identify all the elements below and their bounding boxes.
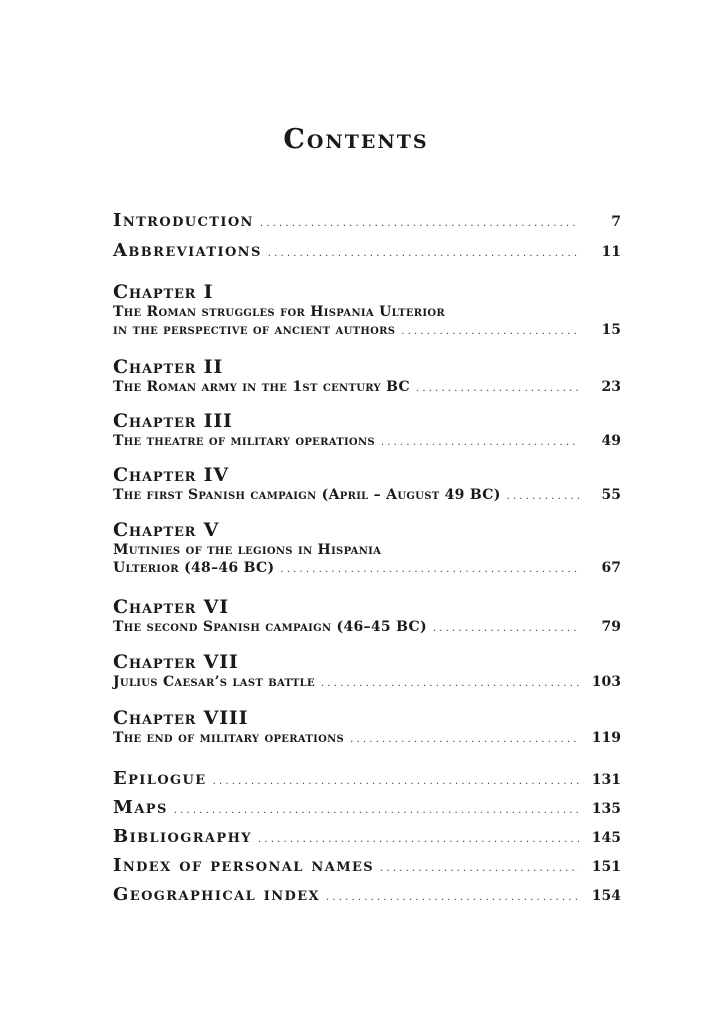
toc-page-number: 55 bbox=[601, 487, 621, 503]
chapter-heading: Chapter VII bbox=[113, 651, 239, 673]
toc-page-number: 7 bbox=[611, 214, 621, 230]
toc-entry-label: Abbreviations bbox=[113, 240, 262, 261]
toc-page-number: 119 bbox=[591, 730, 621, 746]
toc-entry-epilogue[interactable] bbox=[113, 768, 621, 793]
toc-entry-label: Maps bbox=[113, 797, 168, 818]
dot-leader bbox=[507, 488, 579, 506]
toc-entry-chapter-6[interactable] bbox=[113, 596, 621, 638]
chapter-title-last-line: The end of military operations bbox=[113, 730, 345, 746]
chapter-title-line: Mutinies of the legions in Hispania bbox=[113, 542, 382, 558]
dot-leader bbox=[321, 675, 579, 693]
toc-entry-chapter-1[interactable] bbox=[113, 281, 621, 341]
dot-leader bbox=[401, 323, 579, 341]
chapter-title-line: The Roman struggles for Hispania Ulterior bbox=[113, 304, 445, 320]
toc-page-number: 135 bbox=[591, 801, 621, 817]
toc-page-number: 151 bbox=[591, 859, 621, 875]
dot-leader bbox=[174, 800, 579, 822]
chapter-heading: Chapter VI bbox=[113, 596, 229, 618]
dot-leader bbox=[326, 887, 579, 909]
chapter-heading: Chapter III bbox=[113, 410, 233, 432]
toc-page-number: 23 bbox=[601, 379, 621, 395]
toc-page-number: 11 bbox=[601, 244, 621, 260]
chapter-title-last-line: The theatre of military operations bbox=[113, 433, 375, 449]
toc-entry-label: Bibliography bbox=[113, 826, 252, 847]
toc-page-number: 145 bbox=[591, 830, 621, 846]
toc-entry-label: Index of personal names bbox=[113, 855, 375, 876]
toc-page-number: 67 bbox=[601, 560, 621, 576]
dot-leader bbox=[350, 731, 579, 749]
chapter-title-last-line: in the perspective of ancient authors bbox=[113, 322, 396, 338]
toc-page-number: 79 bbox=[601, 619, 621, 635]
toc-entry-label: Geographical index bbox=[113, 884, 321, 905]
chapter-heading: Chapter I bbox=[113, 281, 214, 303]
toc-entry-chapter-8[interactable] bbox=[113, 707, 621, 749]
dot-leader bbox=[268, 243, 579, 265]
toc-page-number: 103 bbox=[591, 674, 621, 690]
toc-entry-maps[interactable] bbox=[113, 797, 621, 822]
dot-leader bbox=[213, 771, 579, 793]
toc-entry-label: Introduction bbox=[113, 210, 254, 231]
page-title: Contents bbox=[283, 124, 429, 155]
chapter-title-last-line: The Roman army in the 1st century BC bbox=[113, 379, 410, 395]
chapter-title-last-line: Julius Caesar’s last battle bbox=[113, 674, 315, 690]
dot-leader bbox=[260, 213, 579, 235]
toc-entry-chapter-4[interactable] bbox=[113, 464, 621, 506]
chapter-title-last-line: The second Spanish campaign (46–45 BC) bbox=[113, 619, 427, 635]
toc-page-number: 15 bbox=[601, 322, 621, 338]
toc-page-number: 154 bbox=[591, 888, 621, 904]
toc-entry-index-personal-names[interactable] bbox=[113, 855, 621, 880]
chapter-title-last-line: Ulterior (48–46 BC) bbox=[113, 560, 275, 576]
toc-entry-chapter-7[interactable] bbox=[113, 651, 621, 693]
toc-entry-chapter-2[interactable] bbox=[113, 356, 621, 398]
dot-leader bbox=[380, 858, 579, 880]
chapter-heading: Chapter V bbox=[113, 519, 220, 541]
dot-leader bbox=[416, 380, 579, 398]
toc-entry-geographical-index[interactable] bbox=[113, 884, 621, 909]
toc-page-number: 131 bbox=[591, 772, 621, 788]
dot-leader bbox=[258, 829, 579, 851]
toc-entry-chapter-5[interactable] bbox=[113, 519, 621, 579]
toc-page-number: 49 bbox=[601, 433, 621, 449]
toc-entry-chapter-3[interactable] bbox=[113, 410, 621, 452]
dot-leader bbox=[381, 434, 579, 452]
toc-entry-bibliography[interactable] bbox=[113, 826, 621, 851]
dot-leader bbox=[280, 561, 579, 579]
toc-entry-abbreviations[interactable] bbox=[113, 240, 621, 265]
chapter-heading: Chapter VIII bbox=[113, 707, 249, 729]
chapter-title-last-line: The first Spanish campaign (April – August 49 BC) bbox=[113, 487, 501, 503]
dot-leader bbox=[433, 620, 579, 638]
toc-entry-label: Epilogue bbox=[113, 768, 207, 789]
chapter-heading: Chapter IV bbox=[113, 464, 229, 486]
toc-entry-introduction[interactable] bbox=[113, 210, 621, 235]
chapter-heading: Chapter II bbox=[113, 356, 224, 378]
